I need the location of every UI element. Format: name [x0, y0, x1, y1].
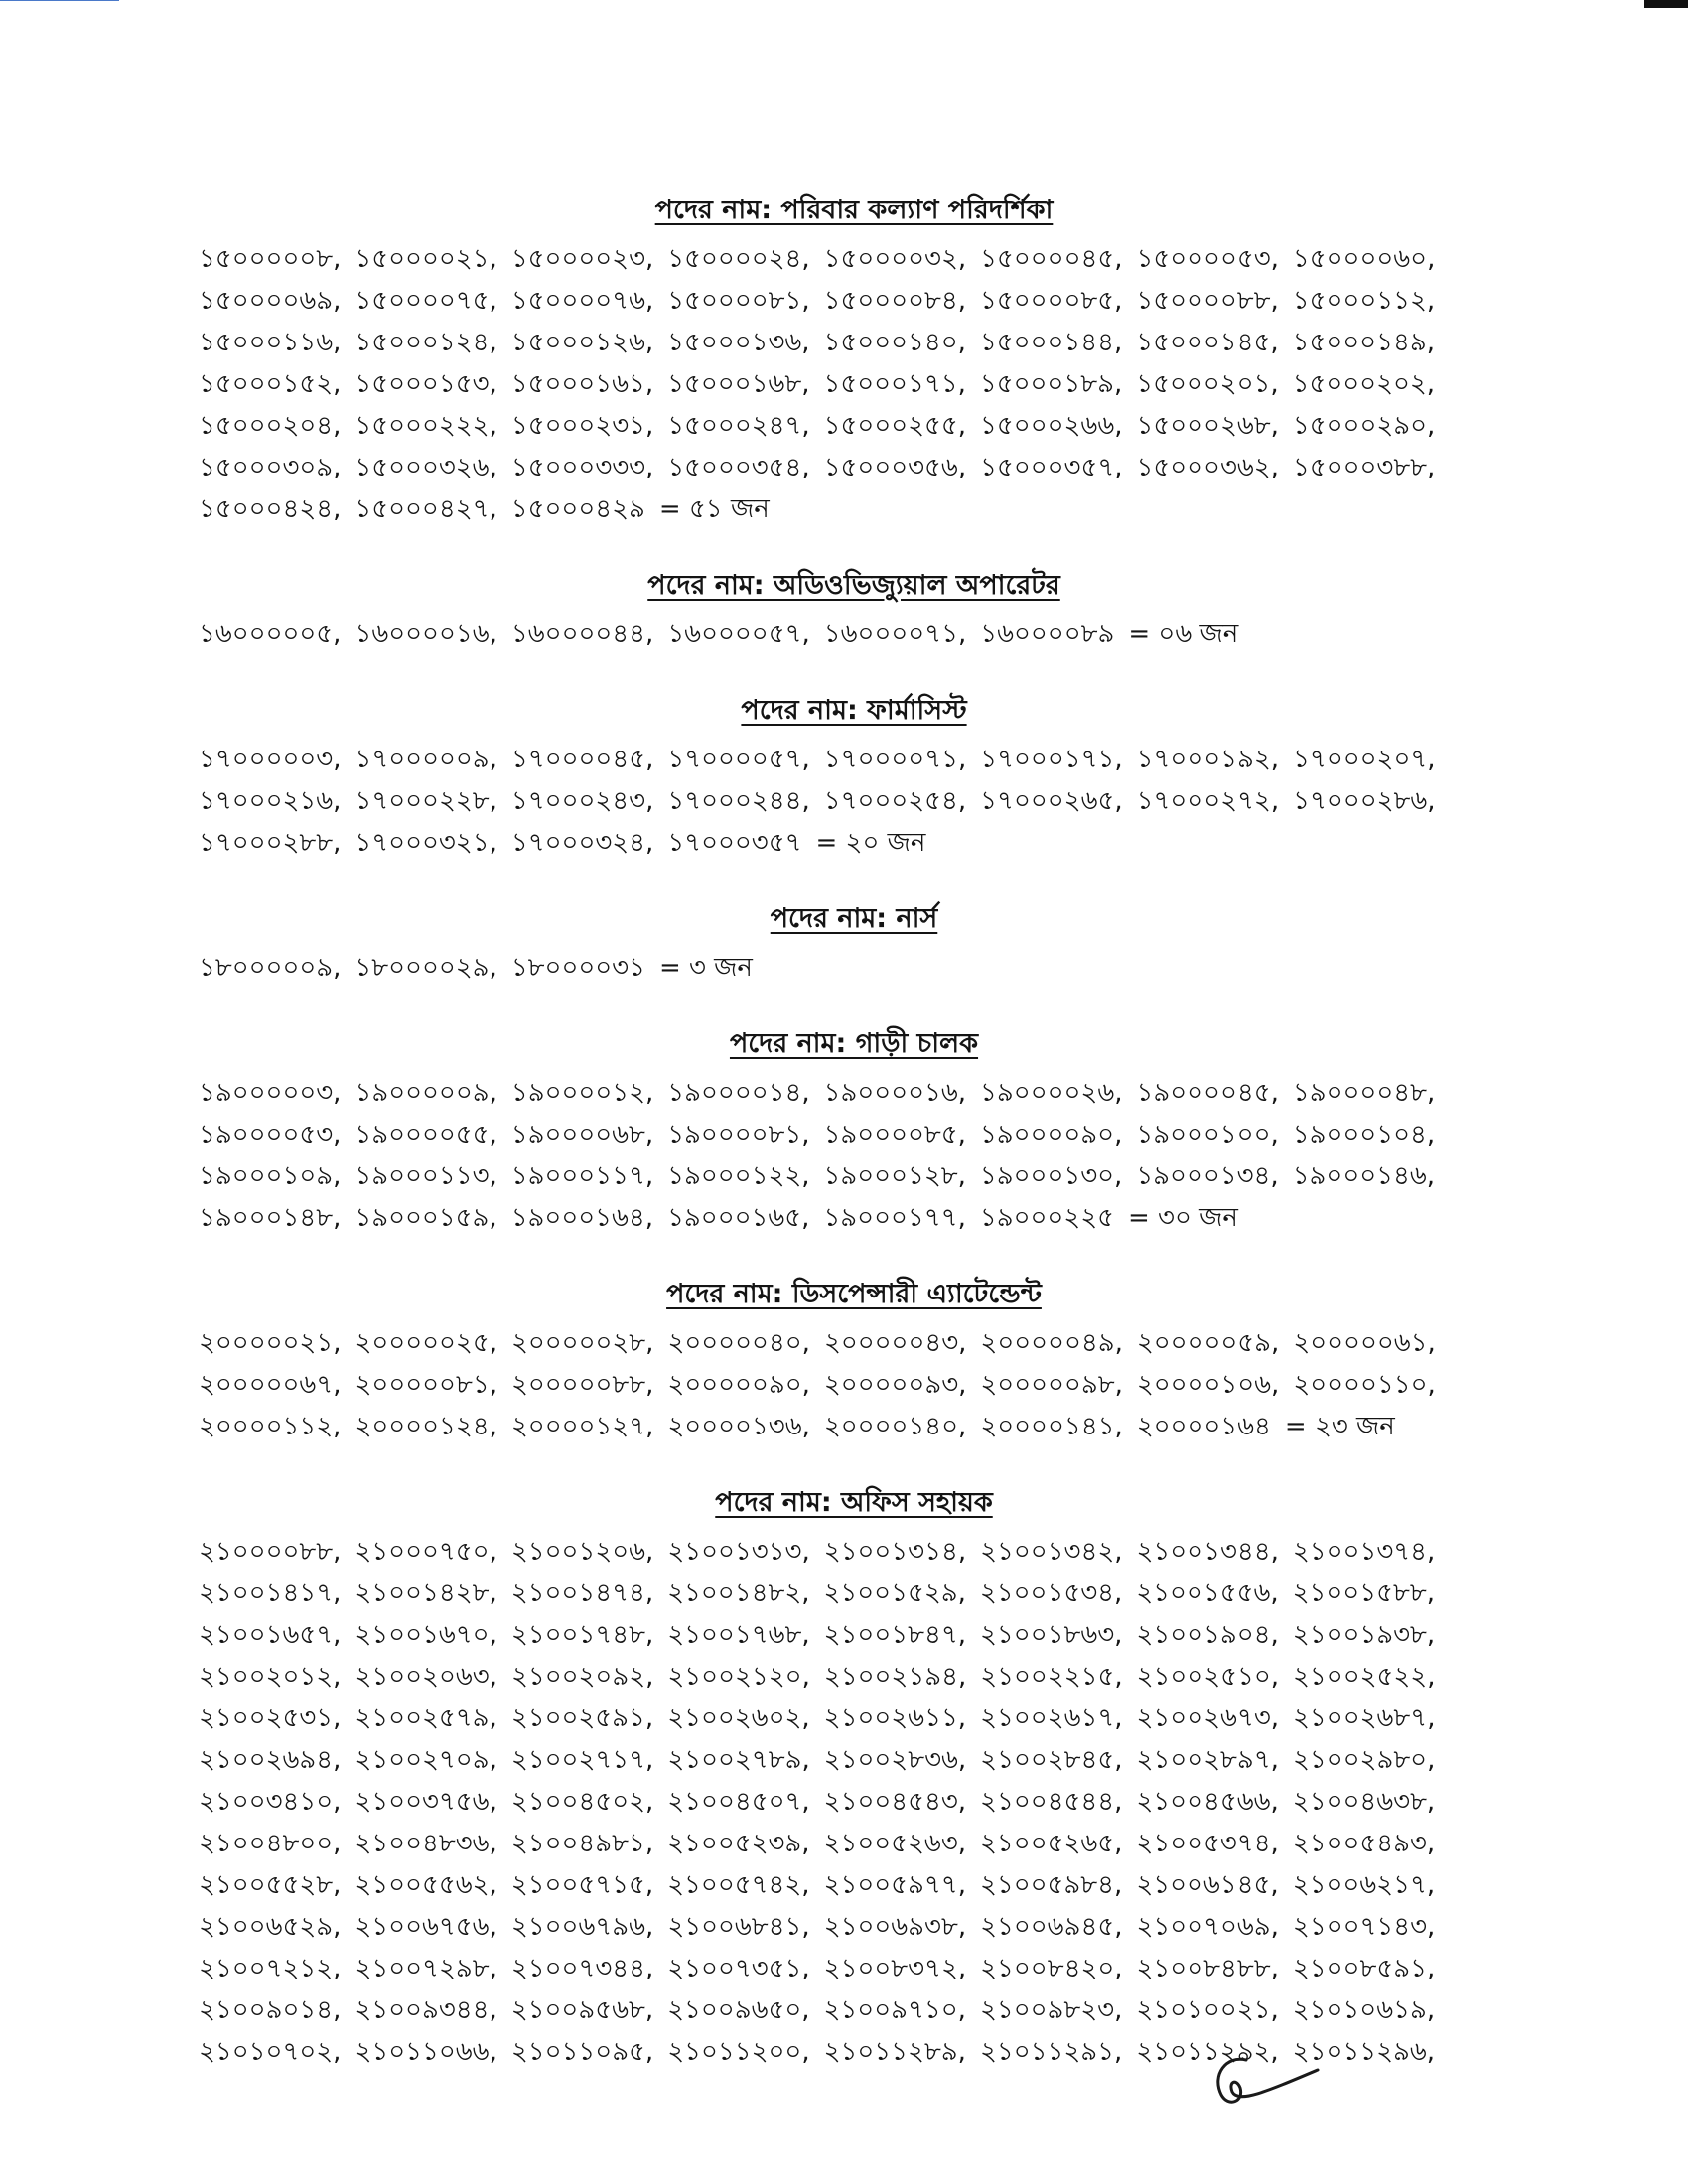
roll-list	[199, 614, 1509, 655]
roll-number: ২১০০৮৩৭২,	[823, 1954, 967, 1983]
roll-number: ২১০০৫৯৭৭,	[823, 1870, 966, 1900]
roll-number: ২০০০০১২৪,	[354, 1412, 497, 1441]
roll-number: ১৭০০০০০৯,	[354, 745, 497, 774]
roll-number: ১৯০০০০১৬,	[823, 1078, 967, 1108]
roll-number: ১৭০০০৩২৪,	[510, 828, 654, 858]
roll-number: ২১০০৬৯৪৫,	[980, 1912, 1123, 1942]
roll-number: ১৫০০০০২৪,	[667, 244, 810, 274]
roll-number: ২০০০০১৩৬,	[667, 1412, 810, 1441]
roll-number: ১৫০০০০৭৫,	[354, 286, 497, 316]
roll-number: ১৯০০০১৪৮,	[199, 1203, 342, 1233]
roll-number: ২১০০২৬০২,	[667, 1704, 810, 1733]
roll-number: ২১০০২৬৮৭,	[1293, 1704, 1436, 1733]
roll-number: ২০০০০০২৫,	[354, 1328, 497, 1358]
roll-number: ১৮০০০০২৯,	[354, 953, 497, 983]
roll-number: ১৫০০০২৯০,	[1292, 411, 1436, 441]
roll-number: ১৭০০০২৫৪,	[823, 786, 967, 816]
roll-number: ২১০০৪৯৮১,	[510, 1829, 654, 1858]
roll-number: ২০০০০১৪০,	[823, 1412, 967, 1441]
roll-number: ১৫০০০০০৮,	[199, 244, 342, 274]
roll-number: ১৫০০০৩৬২,	[1136, 453, 1279, 482]
roll-number: ২১০০২০৯২,	[510, 1662, 654, 1692]
roll-number: ১৫০০০৩৩৩,	[510, 453, 654, 482]
roll-number: ১৬০০০০৭১,	[823, 619, 967, 649]
roll-number: ২১০০৬৮৪১,	[667, 1912, 810, 1942]
roll-list	[199, 947, 1509, 989]
roll-number: ১৫০০০৪২৯	[510, 494, 645, 524]
roll-number: ২১০০৫২৬৩,	[823, 1829, 967, 1858]
section-dispensary-attendant	[199, 1273, 1509, 1447]
roll-number: ২১০০১৪৭৪,	[510, 1578, 654, 1608]
roll-number: ১৯০০০১০৯,	[199, 1161, 342, 1191]
roll-number: ২১০০২০৬৩,	[354, 1662, 497, 1692]
roll-number: ১৫০০০০২১,	[354, 244, 497, 274]
roll-number: ২১০০১২০৬,	[510, 1537, 654, 1567]
candidate-total: = ২৩ জন	[1284, 1412, 1395, 1441]
roll-number: ২১০০৭৩৪৪,	[510, 1954, 654, 1983]
roll-number: ১৫০০০২৪৭,	[667, 411, 810, 441]
roll-number: ২১০০২৯৮০,	[1292, 1745, 1436, 1775]
candidate-total: = ৫১ জন	[658, 494, 770, 524]
roll-number: ১৭০০০২০৭,	[1293, 745, 1436, 774]
post-title: পদের নাম: নার্স	[770, 903, 938, 934]
roll-number: ২১০০১৪৮২,	[667, 1578, 810, 1608]
roll-number: ১৫০০০১১২,	[1292, 286, 1436, 316]
roll-number: ২০০০০০৮১,	[354, 1370, 497, 1400]
roll-number: ১৭০০০১৭১,	[980, 745, 1123, 774]
roll-number: ১৫০০০১২৬,	[510, 328, 654, 357]
roll-number: ২১০০১৩৪২,	[980, 1537, 1123, 1567]
roll-number: ১৭০০০২৮৮,	[199, 828, 342, 858]
roll-number: ১৯০০০১০০,	[1136, 1120, 1279, 1150]
roll-number: ১৫০০০২২২,	[354, 411, 497, 441]
candidate-total: = ৩০ জন	[1127, 1203, 1238, 1233]
section-audiovisual-operator	[199, 564, 1509, 655]
roll-number: ১৫০০০০৮৪,	[823, 286, 967, 316]
roll-number: ২১০০১৩১৩,	[667, 1537, 810, 1567]
roll-number: ২১০০১৫২৯,	[823, 1578, 966, 1608]
roll-number: ২১০০১৬৭০,	[354, 1620, 497, 1650]
roll-number: ২১০০১৫৫৬,	[1136, 1578, 1279, 1608]
roll-number: ২১০০৮৫৯১,	[1292, 1954, 1436, 1983]
roll-number: ২১০১১২০০,	[667, 2037, 810, 2067]
roll-list	[199, 1531, 1509, 2073]
roll-number: ২০০০০১১২,	[199, 1412, 342, 1441]
roll-number: ১৯০০০১৫৯,	[354, 1203, 497, 1233]
roll-number: ১৯০০০০০৩,	[199, 1078, 342, 1108]
roll-number: ২১০০২১৯৪,	[823, 1662, 967, 1692]
roll-number: ২১০০৪৮০০,	[199, 1829, 342, 1858]
roll-number: ১৯০০০০৪৫,	[1136, 1078, 1279, 1108]
roll-number: ১৯০০০০২৬,	[980, 1078, 1123, 1108]
post-title: পদের নাম: গাড়ী চালক	[729, 1028, 979, 1059]
roll-number: ১৭০০০০৫৭,	[667, 745, 810, 774]
roll-number: ২০০০০০৪৩,	[823, 1328, 967, 1358]
roll-number: ১৯০০০১৩০,	[979, 1161, 1123, 1191]
roll-number: ১৯০০০০৮১,	[667, 1120, 810, 1150]
roll-number: ২১০০১৭৪৮,	[510, 1620, 654, 1650]
roll-number: ২১০০৫৯৮৪,	[979, 1870, 1123, 1900]
roll-number: ১৫০০০৩৮৮,	[1292, 453, 1436, 482]
roll-number: ১৯০০০২২৫	[979, 1203, 1114, 1233]
roll-number: ২১০০৫৭৪২,	[667, 1870, 810, 1900]
roll-number: ২১০১০০২১,	[1136, 1995, 1279, 2025]
post-title: পদের নাম: ফার্মাসিস্ট	[741, 695, 967, 726]
roll-number: ২১০০৬৭৯৬,	[510, 1912, 654, 1942]
roll-number: ১৯০০০১৩৪,	[1136, 1161, 1279, 1191]
roll-number: ১৭০০০০০৩,	[199, 745, 342, 774]
roll-number: ২০০০০০৪৯,	[980, 1328, 1123, 1358]
candidate-total: = ৩ জন	[658, 953, 753, 983]
section-pharmacist	[199, 689, 1509, 864]
roll-number: ১৯০০০০৫৫,	[354, 1120, 497, 1150]
roll-number: ২১০০৭২১২,	[199, 1954, 342, 1983]
roll-number: ১৭০০০২১৬,	[199, 786, 342, 816]
roll-number: ১৭০০০২৪৪,	[667, 786, 810, 816]
roll-number: ২০০০০১২৭,	[510, 1412, 654, 1441]
roll-number: ২১০০২৫৩১,	[199, 1704, 342, 1733]
roll-list	[199, 1322, 1509, 1447]
roll-number: ১৫০০০২৬৮,	[1136, 411, 1279, 441]
roll-number: ২০০০০০৬১,	[1293, 1328, 1436, 1358]
roll-number: ১৫০০০১৩৬,	[667, 328, 810, 357]
roll-number: ২১০০৬৯৩৮,	[823, 1912, 967, 1942]
roll-number: ১৫০০০১৫৩,	[354, 369, 497, 399]
roll-number: ১৮০০০০০৯,	[199, 953, 342, 983]
roll-number: ২১০০২৫৯১,	[510, 1704, 654, 1733]
roll-number: ২১০০৮৪২০,	[980, 1954, 1123, 1983]
roll-number: ২১০০৫৭১৫,	[510, 1870, 654, 1900]
roll-number: ২০০০০১১০,	[1293, 1370, 1436, 1400]
candidate-total: = ০৬ জন	[1128, 619, 1239, 649]
roll-number: ২০০০০০২৮,	[510, 1328, 654, 1358]
roll-number: ১৯০০০০১২,	[510, 1078, 654, 1108]
roll-number: ২০০০০০৬৭,	[199, 1370, 342, 1400]
roll-number: ২১০০৫৪৯৩,	[1292, 1829, 1436, 1858]
roll-number: ২১০০১৩৭৪,	[1292, 1537, 1436, 1567]
roll-number: ১৭০০০২৮৬,	[1293, 786, 1436, 816]
roll-number: ২১০০৯৮২৩,	[979, 1995, 1123, 2025]
roll-number: ১৫০০০১৫২,	[199, 369, 342, 399]
roll-number: ২১০০২৬১১,	[823, 1704, 967, 1733]
roll-number: ১৭০০০১৯২,	[1136, 745, 1280, 774]
roll-number: ২১০১১০৬৬,	[354, 2037, 497, 2067]
roll-number: ২১০০৯৫৬৮,	[510, 1995, 654, 2025]
roll-number: ২১০০৬৭৫৬,	[354, 1912, 497, 1942]
roll-number: ১৮০০০০৩১	[510, 953, 645, 983]
roll-number: ১৫০০০০৫৩,	[1136, 244, 1279, 274]
roll-number: ১৯০০০১৪৬,	[1292, 1161, 1436, 1191]
roll-number: ২০০০০১০৬,	[1136, 1370, 1280, 1400]
roll-number: ২১০১১২৮৯,	[823, 2037, 966, 2067]
roll-number: ২১০০৭১৪৩,	[1292, 1912, 1436, 1942]
roll-number: ১৫০০০০৭৬,	[510, 286, 654, 316]
section-office-assistant	[199, 1481, 1509, 2073]
roll-number: ১৫০০০০৮১,	[667, 286, 810, 316]
roll-number: ২১০০২১২০,	[667, 1662, 810, 1692]
roll-number: ১৫০০০১২৪,	[354, 328, 497, 357]
roll-number: ২১০০৯০১৪,	[199, 1995, 342, 2025]
roll-number: ২১০০২৭০৯,	[354, 1745, 497, 1775]
roll-number: ২১০০৬৫২৯,	[199, 1912, 342, 1942]
roll-number: ১৯০০০১১৭,	[510, 1161, 654, 1191]
roll-number: ২১০০৯৭১০,	[823, 1995, 966, 2025]
roll-number: ২১০০৩৪১০,	[199, 1787, 342, 1817]
roll-number: ১৫০০০২০২,	[1292, 369, 1436, 399]
section-nurse	[199, 897, 1509, 989]
roll-number: ২১০০৬২১৭,	[1292, 1870, 1436, 1900]
roll-number: ২১০০৪৬৩৮,	[1292, 1787, 1436, 1817]
roll-number: ১৯০০০১২৮,	[823, 1161, 966, 1191]
roll-number: ২১০০২২১৫,	[980, 1662, 1123, 1692]
roll-number: ১৯০০০১২২,	[667, 1161, 810, 1191]
roll-number: ১৫০০০১৬১,	[510, 369, 654, 399]
roll-number: ১৫০০০১৪৫,	[1136, 328, 1279, 357]
roll-number: ১৭০০০২৬৫,	[980, 786, 1123, 816]
post-title: পদের নাম: ডিসপেন্সারী এ্যাটেন্ডেন্ট	[666, 1279, 1042, 1309]
roll-number: ১৯০০০০১৪,	[667, 1078, 810, 1108]
roll-number: ২১০০২৮৩৬,	[823, 1745, 967, 1775]
roll-number: ১৫০০০০৩২,	[823, 244, 967, 274]
roll-number: ১৭০০০৩২১,	[354, 828, 497, 858]
roll-number: ১৯০০০০৮৫,	[823, 1120, 966, 1150]
post-title: পদের নাম: পরিবার কল্যাণ পরিদর্শিকা	[654, 195, 1054, 225]
roll-number: ১৯০০০০৪৮,	[1292, 1078, 1436, 1108]
roll-number: ২১০০৫৩৭৪,	[1136, 1829, 1279, 1858]
roll-number: ২১০০৪৫৬৬,	[1136, 1787, 1279, 1817]
roll-number: ১৯০০০১০৪,	[1292, 1120, 1436, 1150]
roll-number: ১৬০০০০৪৪,	[510, 619, 654, 649]
roll-number: ১৫০০০১৪৯,	[1292, 328, 1435, 357]
roll-number: ২১০১০৭০২,	[199, 2037, 342, 2067]
roll-number: ২১০০১৯০৪,	[1136, 1620, 1279, 1650]
roll-number: ২০০০০০৮৮,	[510, 1370, 654, 1400]
roll-number: ১৭০০০২২৮,	[354, 786, 497, 816]
roll-number: ২১০০১৩১৪,	[823, 1537, 967, 1567]
roll-list	[199, 739, 1509, 864]
roll-number: ২০০০০০৯০,	[667, 1370, 810, 1400]
roll-number: ২১০০৪৫৪৩,	[823, 1787, 967, 1817]
roll-number: ১৫০০০৪২৪,	[199, 494, 342, 524]
roll-number: ১৭০০০২৭২,	[1136, 786, 1280, 816]
roll-number: ২১০০১৪১৭,	[199, 1578, 342, 1608]
roll-number: ১৭০০০০৭১,	[823, 745, 967, 774]
roll-number: ১৫০০০০২৩,	[510, 244, 654, 274]
roll-number: ২০০০০১৬৪	[1136, 1412, 1271, 1441]
roll-number: ২১০১১২৯১,	[979, 2037, 1123, 2067]
roll-number: ২১০০৬১৪৫,	[1136, 1870, 1279, 1900]
roll-number: ১৯০০০০৫৩,	[199, 1120, 342, 1150]
roll-number: ১৫০০০৩৫৬,	[823, 453, 967, 482]
section-family-welfare-visitor	[199, 189, 1509, 530]
roll-number: ১৫০০০৩৫৭,	[980, 453, 1123, 482]
roll-number: ২০০০০১৪১,	[980, 1412, 1123, 1441]
roll-number: ১৫০০০০৪৫,	[980, 244, 1123, 274]
scan-edge-line	[0, 0, 119, 1]
roll-number: ২১০১০৬১৯,	[1292, 1995, 1436, 2025]
roll-number: ২১০০২৮৪৫,	[980, 1745, 1123, 1775]
roll-number: ২১০০২০১২,	[199, 1662, 342, 1692]
roll-number: ২১০০৯৬৫০,	[667, 1995, 810, 2025]
post-title: পদের নাম: অফিস সহায়ক	[715, 1487, 993, 1518]
roll-number: ১৫০০০২৫৫,	[823, 411, 967, 441]
roll-number: ১৭০০০০৪৫,	[510, 745, 654, 774]
roll-number: ১৯০০০০৯০,	[979, 1120, 1123, 1150]
roll-number: ২১০০৯৩৪৪,	[354, 1995, 497, 2025]
roll-number: ২১০০১৭৬৮,	[667, 1620, 810, 1650]
roll-number: ১৫০০০১১৬,	[199, 328, 342, 357]
roll-number: ২১০০১৮৪৭,	[823, 1620, 967, 1650]
roll-number: ১৯০০০০০৯,	[354, 1078, 497, 1108]
scan-edge-mark	[1644, 0, 1688, 8]
roll-number: ১৫০০০০৬০,	[1292, 244, 1436, 274]
roll-number: ২১০০২৭১৭,	[510, 1745, 654, 1775]
roll-number: ২১০০৪৫৪৪,	[980, 1787, 1123, 1817]
roll-number: ১৫০০০১৪০,	[823, 328, 966, 357]
roll-number: ২১০০১৫৮৮,	[1292, 1578, 1435, 1608]
roll-number: ১৫০০০২৩১,	[510, 411, 654, 441]
roll-number: ২১০১১২৯২,	[1136, 2037, 1279, 2067]
roll-number: ১৫০০০৩২৬,	[354, 453, 497, 482]
roll-number: ১৭০০০২৪৩,	[510, 786, 654, 816]
roll-number: ২১০০৪৮৩৬,	[354, 1829, 497, 1858]
roll-number: ২১০০২৫১০,	[1136, 1662, 1280, 1692]
roll-number: ১৭০০০৩৫৭	[667, 828, 802, 858]
roll-number: ১৫০০০১৪৪,	[979, 328, 1123, 357]
roll-number: ২১০০২৫২২,	[1293, 1662, 1436, 1692]
roll-number: ২১০১১২৯৬,	[1292, 2037, 1436, 2067]
roll-number: ১৯০০০১১৩,	[354, 1161, 497, 1191]
result-list	[199, 189, 1509, 2107]
roll-number: ২১০০৫৫৬২,	[354, 1870, 497, 1900]
roll-number: ২১০০১৫৩৪,	[979, 1578, 1123, 1608]
roll-number: ২০০০০০২১,	[199, 1328, 342, 1358]
post-title: পদের নাম: অডিওভিজ্যুয়াল অপারেটর	[647, 570, 1060, 601]
roll-number: ২১০০২৬১৭,	[980, 1704, 1123, 1733]
roll-number: ১৫০০০১৮৯,	[979, 369, 1123, 399]
roll-number: ২০০০০০৯৮,	[980, 1370, 1123, 1400]
roll-number: ২১০০৫২৩৯,	[667, 1829, 810, 1858]
roll-number: ১৬০০০০০৫,	[199, 619, 342, 649]
roll-number: ১৬০০০০১৬,	[354, 619, 497, 649]
roll-number: ২১০০২৫৭৯,	[354, 1704, 497, 1733]
candidate-total: = ২০ জন	[815, 828, 926, 858]
roll-number: ২১০০০০৮৮,	[199, 1537, 342, 1567]
roll-number: ১৫০০০১৬৮,	[667, 369, 810, 399]
roll-number: ১৫০০০২৬৬,	[980, 411, 1123, 441]
roll-number: ২১০০৪৫০৭,	[667, 1787, 810, 1817]
roll-number: ২১০০৫৫২৮,	[199, 1870, 342, 1900]
roll-number: ১৫০০০২০১,	[1136, 369, 1279, 399]
roll-number: ১৫০০০৩০৯,	[199, 453, 342, 482]
roll-number: ১৫০০০৩৫৪,	[667, 453, 810, 482]
roll-number: ১৬০০০০৮৯	[980, 619, 1115, 649]
roll-number: ১৫০০০৪২৭,	[354, 494, 497, 524]
roll-number: ১৬০০০০৫৭,	[667, 619, 810, 649]
roll-number: ২১০০৭৩৫১,	[667, 1954, 810, 1983]
roll-number: ২১০০১৩৪৪,	[1136, 1537, 1279, 1567]
roll-number: ১৫০০০২০৪,	[199, 411, 342, 441]
roll-list	[199, 238, 1509, 530]
signature-icon	[1206, 2040, 1326, 2119]
roll-number: ২১০০৭২৯৮,	[354, 1954, 497, 1983]
roll-number: ১৫০০০০৮৫,	[980, 286, 1123, 316]
roll-number: ১৯০০০০৬৮,	[510, 1120, 654, 1150]
roll-number: ২১০০২৬৭৩,	[1136, 1704, 1280, 1733]
roll-number: ২১০০২৮৯৭,	[1136, 1745, 1279, 1775]
roll-number: ২১০০৮৪৮৮,	[1136, 1954, 1279, 1983]
roll-number: ২১০০২৬৯৪,	[199, 1745, 342, 1775]
roll-number: ১৯০০০১৬৫,	[667, 1203, 810, 1233]
roll-number: ২১০০১৪২৮,	[354, 1578, 497, 1608]
roll-number: ১৯০০০১৬৪,	[510, 1203, 654, 1233]
roll-number: ২১০০৩৭৫৬,	[354, 1787, 497, 1817]
roll-number: ২১০০২৭৮৯,	[667, 1745, 810, 1775]
roll-list	[199, 1072, 1509, 1239]
roll-number: ২০০০০০৯৩,	[823, 1370, 967, 1400]
roll-number: ২০০০০০৪০,	[667, 1328, 810, 1358]
roll-number: ২১০০৫২৬৫,	[980, 1829, 1123, 1858]
roll-number: ২০০০০০৫৯,	[1136, 1328, 1280, 1358]
roll-number: ২১০০৭০৬৯,	[1136, 1912, 1279, 1942]
roll-number: ২১০০১৯৩৮,	[1292, 1620, 1436, 1650]
roll-number: ১৯০০০১৭৭,	[823, 1203, 966, 1233]
section-driver	[199, 1023, 1509, 1239]
roll-number: ১৫০০০১৭১,	[823, 369, 966, 399]
roll-number: ২১০০১৬৫৭,	[199, 1620, 342, 1650]
roll-number: ২১০০১৮৬৩,	[980, 1620, 1123, 1650]
roll-number: ১৫০০০০৮৮,	[1136, 286, 1279, 316]
roll-number: ২১০০০৭৫০,	[354, 1537, 497, 1567]
roll-number: ২১০১১০৯৫,	[510, 2037, 654, 2067]
roll-number: ২১০০৪৫০২,	[510, 1787, 654, 1817]
roll-number: ১৫০০০০৬৯,	[199, 286, 342, 316]
